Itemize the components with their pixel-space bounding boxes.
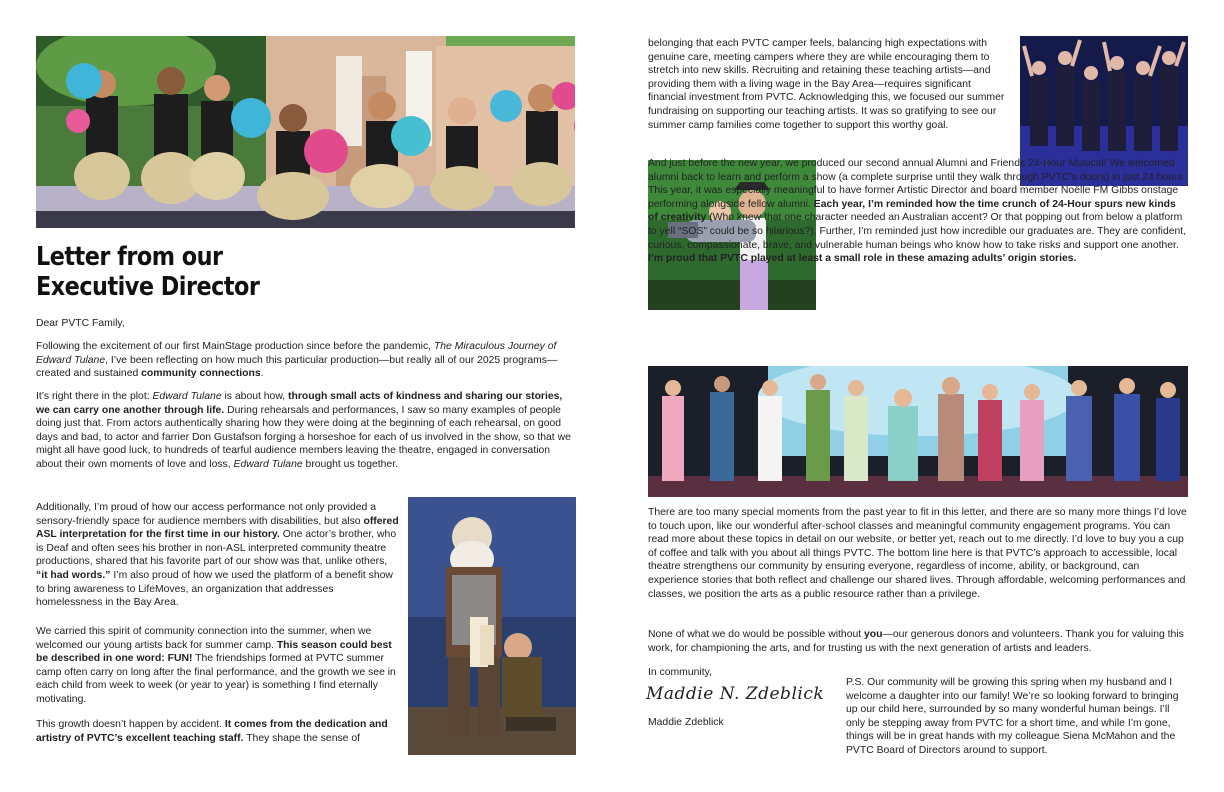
paragraph-8: There are too many special moments from the past year to fit in this letter, and there are so many more things I’d love to touch upon, like our wonderful after-school classes and meaningful community engagement programs. You can read more about these topics in detail on our website, or better yet, reach out to me directly. I’d love to buy you a cup of coffee and talk with you about all things PVTC. The bottom line here is that PVTC’s approach to accessible, local theatre strengthens our community by ensuring everyone, regardless of income, ability, or background, can experience stories that both reflect and challenge our shared lives. Through affordable, welcoming performances and classes, we position the arts as a public resource rather than a privilege. xyxy=(648,507,1187,600)
title-line-1: Letter from our xyxy=(36,242,223,272)
paragraph-3: Additionally, I’m proud of how our access performance not only provided a sensory-friendly space for audience members with disabilities, but also offered ASL interpretation for the first time in our history. One actor’s brother, who is Deaf and often sees his brother in non-ASL interpreted community theatre productions, shared that his favorite part of our show was that, unlike others, “it had words.” I’m also proud of how we used the platform of a benefit show to bring awareness to LifeMoves, an organization that addresses homelessness in the Bay Area. xyxy=(36,502,399,609)
camp-performance-photo xyxy=(36,36,575,228)
paragraph-6: belonging that each PVTC camper feels, balancing high expectations with genuine care, meeting campers where they are while encouraging them to stretch into new skills. Recruiting and retaining these teaching artists—and providing them with a living wage in the Bay Area—requires significant financial investment from PVTC. Acknowledging this, we focused our summer fundraising on supporting our teaching artists. It was so gratifying to see our summer camp families come together to support this worthy goal. xyxy=(648,38,1005,131)
title-line-2: Executive Director xyxy=(36,272,260,302)
salutation: Dear PVTC Family, xyxy=(36,318,125,329)
paragraph-9: None of what we do would be possible without you—our generous donors and volunteers. Thank you for valuing this work, for championing the arts, and for trusting us with the next generation of artists and leaders. xyxy=(648,629,1184,654)
closing: In community, xyxy=(648,667,712,678)
signature-name: Maddie Zdeblick xyxy=(648,717,724,728)
cast-ensemble-photo xyxy=(648,366,1188,497)
paragraph-4: We carried this spirit of community connection into the summer, when we welcomed our young artists back for summer camp. This season could best be described in one word: FUN! The friendships formed at PVTC summer camp often carry on long after the final performance, and the growth we see in each child from week to week (or year to year) is something I find eternally motivating. xyxy=(36,626,396,705)
signature: Maddie N. Zdeblick xyxy=(646,684,825,704)
paragraph-1: Following the excitement of our first MainStage production since before the pandemic, The Miraculous Journey of Edward Tulane, I’ve been reflecting on how much this particular production—but really all of our 2025 programs—created and sustained community connections. xyxy=(36,341,558,380)
edward-tulane-stage-photo xyxy=(408,497,576,755)
postscript: P.S. Our community will be growing this spring when my husband and I welcome a daughter into our family! We’re so looking forward to bringing up our child here, surrounded by so many wonderful human beings. I’ll only be stepping away from PVTC for a short time, and while I’m gone, things will be in great hands with my colleague Siena McMahon and the PVTC Board of Directors around to support. xyxy=(846,677,1179,756)
paragraph-2: It’s right there in the plot: Edward Tulane is about how, through small acts of kindness and sharing our stories, we can carry one another through life. During rehearsals and performances, I saw so many examples of people doing just that. From actors authentically sharing how they were doing at the beginning of each rehearsal, on good days and bad, to actor and farrier Don Gustafson forging a horseshoe for each of us involved in the show, so that we might all have good luck, to hundreds of tearful audience members leaving the theatre, engaged in conversation about their own moments of love and loss, Edward Tulane brought us together. xyxy=(36,391,571,470)
paragraph-7: And just before the new year, we produced our second annual Alumni and Friends 24-Hour Musical! We welcomed alumni back to learn and perform a show (a complete surprise until they walk through PVTC’s doors) in just 24 hours. This year, it was especially meaningful to have former Artistic Director and board member Noëlle FM Gibbs onstage performing alongside fellow alumni. Each year, I’m reminded how the time crunch of 24-Hour spurs new kinds of creativity (Who knew that one character needed an Australian accent? Or that popping out from below a platform to yell “SOS” could be so hilarious?). Further, I’m reminded just how incredible our graduates are. They are confident, curious, compassionate, brave, and vulnerable human beings who know how to take risks and support one another. I’m proud that PVTC played at least a small role in these amazing adults’ origin stories. xyxy=(648,158,1187,265)
paragraph-5: This growth doesn’t happen by accident. It comes from the dedication and artistry of PVTC’s excellent teaching staff. They shape the sense of xyxy=(36,719,388,744)
page-title xyxy=(36,242,260,302)
